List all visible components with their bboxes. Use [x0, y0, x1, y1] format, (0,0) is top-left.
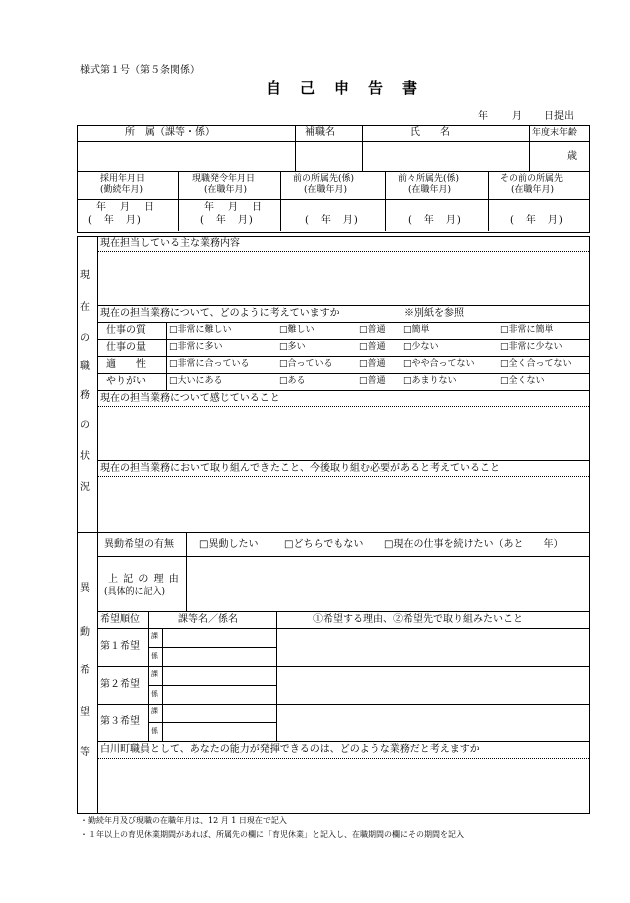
checkbox[interactable]: □あまりない	[403, 376, 457, 386]
kakari-label: 係	[151, 652, 158, 660]
checkbox[interactable]: □非常に少ない	[500, 342, 563, 352]
hire-sublabel: (勤続年月)	[100, 185, 144, 195]
ka-label: 課	[151, 632, 158, 640]
checkbox[interactable]: □普通	[359, 342, 386, 352]
note-1: ・勤続年月及び現職の在職年月は、12 月 1 日現在で記入	[80, 816, 287, 825]
checkbox[interactable]: □普通	[359, 376, 386, 386]
hire-years-field[interactable]: ( 年 月)	[88, 215, 142, 226]
checkbox[interactable]: □合っている	[279, 359, 333, 369]
checkbox[interactable]: □多い	[279, 342, 306, 352]
age-unit: 歳	[567, 151, 577, 162]
main-work-field[interactable]	[99, 253, 586, 303]
main-work-label: 現在担当している主な業務内容	[100, 238, 240, 249]
wish-option-either[interactable]: □どちらでもない	[284, 539, 364, 550]
date-year-label: 年	[478, 111, 488, 122]
reason-label: 上 記 の 理 由	[108, 574, 180, 585]
hoshoku-label: 補職名	[305, 127, 335, 138]
rank-2-label: 第２希望	[100, 679, 140, 690]
checkbox[interactable]: □非常に簡単	[500, 325, 554, 335]
kakari-label: 係	[151, 690, 158, 698]
hoshoku-field[interactable]	[297, 143, 360, 169]
prev1-years-field[interactable]: ( 年 月)	[305, 215, 359, 226]
prev3-label: その前の所属先	[500, 174, 564, 184]
name-field[interactable]	[364, 143, 527, 169]
prev2-sublabel: (在職年月)	[408, 185, 452, 195]
kakari-label: 係	[151, 727, 158, 735]
checkbox[interactable]: □全くない	[500, 376, 545, 386]
current-label: 現職発令年月日	[192, 174, 256, 184]
checkbox[interactable]: □難しい	[279, 325, 315, 335]
current-date-field[interactable]: 年 月 日	[204, 202, 264, 213]
feel-label: 現在の担当業務について感じていること	[100, 393, 280, 404]
hire-date-field[interactable]: 年 月 日	[96, 202, 156, 213]
rank-3-kakari-field[interactable]	[164, 724, 274, 740]
prev1-sublabel: (在職年月)	[304, 185, 348, 195]
rank-1-reason-field[interactable]	[278, 630, 586, 665]
current-sublabel: (在職年月)	[204, 185, 248, 195]
ability-field[interactable]	[99, 760, 586, 810]
date-month-label: 月	[512, 111, 522, 122]
prev3-years-field[interactable]: ( 年 月)	[510, 215, 564, 226]
question-label: 現在の担当業務について、どのように考えていますか	[100, 308, 340, 319]
checkbox[interactable]: □普通	[359, 325, 386, 335]
reason-sublabel: (具体的に記入)	[104, 587, 166, 597]
reason-field[interactable]	[188, 558, 586, 609]
reason-header: ①希望する理由、②希望先で取り組みたいこと	[313, 614, 523, 625]
rank-2-ka-field[interactable]	[164, 668, 274, 684]
checkbox[interactable]: □やや合ってない	[403, 359, 475, 369]
note-label: ※別紙を参照	[404, 308, 464, 319]
current-years-field[interactable]: ( 年 月)	[200, 215, 254, 226]
ability-label: 白川町職員として、あなたの能力が発揮できるのは、どのような業務だと考えますか	[100, 744, 480, 755]
date-submit-label: 日提出	[544, 111, 574, 122]
dept-header: 課等名／係名	[178, 614, 238, 625]
rank-3-ka-field[interactable]	[164, 706, 274, 721]
checkbox[interactable]: □非常に多い	[169, 342, 223, 352]
rank-1-kakari-field[interactable]	[164, 649, 274, 665]
rank-1-ka-field[interactable]	[164, 630, 274, 646]
checkbox[interactable]: □大いにある	[169, 376, 223, 386]
ka-label: 課	[151, 670, 158, 678]
hire-label: 採用年月日	[100, 174, 146, 184]
checkbox[interactable]: □普通	[359, 359, 386, 369]
effort-field[interactable]	[99, 478, 586, 529]
rank-2-kakari-field[interactable]	[164, 687, 274, 703]
wish-label: 異動希望の有無	[104, 539, 174, 550]
form-number: 様式第１号（第５条関係）	[80, 65, 200, 76]
prev2-label: 前々所属先(係)	[398, 174, 460, 184]
ka-label: 課	[151, 707, 158, 715]
checkbox[interactable]: □非常に合っている	[169, 359, 250, 369]
effort-label: 現在の担当業務において取り組んできたこと、今後取り組む必要があると考えていること	[100, 463, 500, 474]
prev2-years-field[interactable]: ( 年 月)	[408, 215, 462, 226]
prev1-label: 前の所属先(係)	[293, 174, 355, 184]
dept-label: 所 属（課等・係）	[125, 127, 215, 138]
age-field[interactable]	[531, 143, 565, 169]
dept-field[interactable]	[79, 143, 293, 169]
wish-option-stay[interactable]: □現在の仕事を続けたい（あと 年）	[384, 539, 564, 550]
rank-1-label: 第１希望	[100, 641, 140, 652]
checkbox[interactable]: □非常に難しい	[169, 325, 232, 335]
prev3-sublabel: (在職年月)	[511, 185, 555, 195]
page-title: 自 己 申 告 書	[266, 79, 420, 97]
checkbox[interactable]: □ある	[279, 376, 306, 386]
rank-3-reason-field[interactable]	[278, 706, 586, 740]
name-label: 氏 名	[410, 127, 450, 138]
age-label: 年度末年齢	[532, 128, 578, 138]
rank-2-reason-field[interactable]	[278, 668, 586, 703]
checkbox[interactable]: □簡単	[403, 325, 430, 335]
wish-option-transfer[interactable]: □異動したい	[199, 539, 259, 550]
rank-3-label: 第３希望	[100, 716, 140, 727]
rank-header: 希望順位	[100, 614, 140, 625]
feel-field[interactable]	[99, 408, 586, 458]
note-2: ・１年以上の育児休業期間があれば、所属先の欄に「育児休業」と記入し、在職期間の欄にその期間を記入	[80, 830, 464, 839]
checkbox[interactable]: □全く合ってない	[500, 359, 572, 369]
checkbox[interactable]: □少ない	[403, 342, 439, 352]
